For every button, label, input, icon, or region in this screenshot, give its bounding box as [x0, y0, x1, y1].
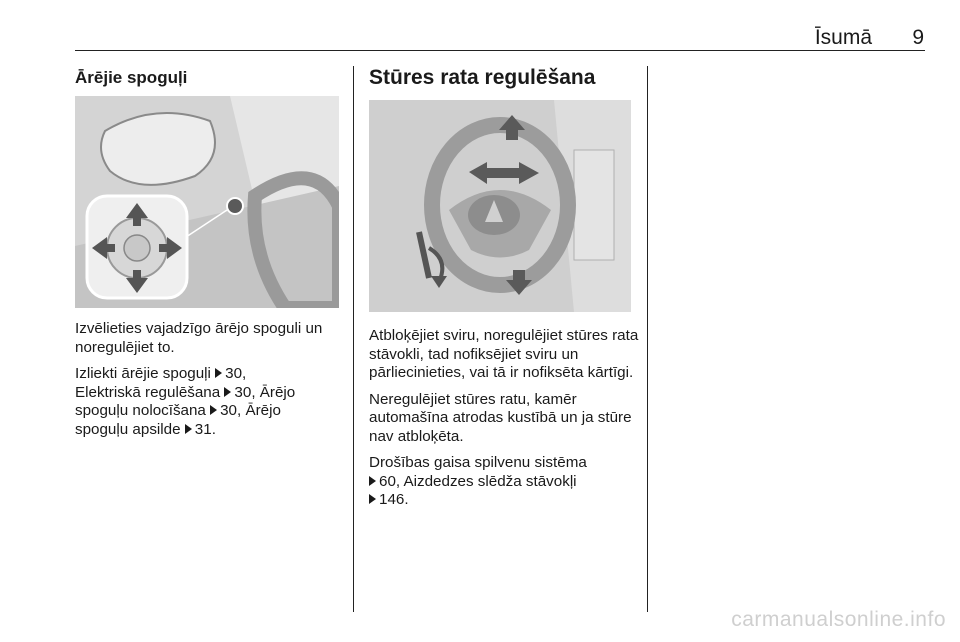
page-reference-number: 146 [379, 491, 405, 508]
page-reference-number: 31 [194, 420, 212, 438]
column-divider-right [647, 66, 648, 612]
mirrors-text [75, 320, 347, 447]
steering-figure [369, 100, 631, 312]
header-section-title: Īsumā [814, 26, 872, 49]
mirrors-para-1: Izvēlieties vajadzīgo ārējo spoguli un noregulējiet to. [75, 320, 323, 356]
steering-para-2: Neregulējiet stūres ratu, kamēr automašīna atrodas kustībā un ja stūre nav atbloķēta. [369, 390, 632, 445]
page-reference-arrow-icon [210, 405, 217, 415]
column-divider-left [353, 66, 354, 612]
steering-para-3: Drošības gaisa spilvenu sistēma 60, Aizdedzes slēdža stāvokļi 146. [369, 454, 587, 508]
header-rule [75, 50, 925, 51]
watermark: carmanualsonline.info [731, 608, 946, 631]
page-reference-arrow-icon [215, 368, 222, 378]
mirrors-para-2: Izliekti ārējie spoguļi 30, Elektriskā regulēšana 30, Ārējo spoguļu nolocīšana 30, Ārējo spoguļu apsilde 31. [75, 365, 296, 438]
page-reference-arrow-icon [185, 424, 192, 434]
mirrors-heading: Ārējie spoguļi [75, 68, 188, 87]
page-reference-arrow-icon [369, 494, 376, 504]
page-reference-arrow-icon [369, 476, 376, 486]
page-reference-number: 30 [234, 383, 252, 401]
page-reference-number: 30 [225, 365, 243, 382]
steering-para-1: Atbloķējiet sviru, noregulējiet stūres rata stāvokli, tad nofiksējiet sviru un pārliecinieties, vai tā ir nofiksēta kārtīgi. [369, 327, 639, 381]
mirror-adjust-control-illustration-icon [75, 96, 339, 308]
page-reference-number: 30 [220, 402, 238, 419]
steering-heading: Stūres rata regulēšana [369, 66, 596, 89]
mirror-control-figure [75, 96, 339, 308]
steering-text [369, 327, 641, 518]
steering-wheel-adjust-illustration-icon [369, 100, 631, 312]
page-reference-number: 60 [379, 472, 396, 490]
header-page-number: 9 [912, 26, 924, 49]
page-reference-arrow-icon [224, 387, 231, 397]
